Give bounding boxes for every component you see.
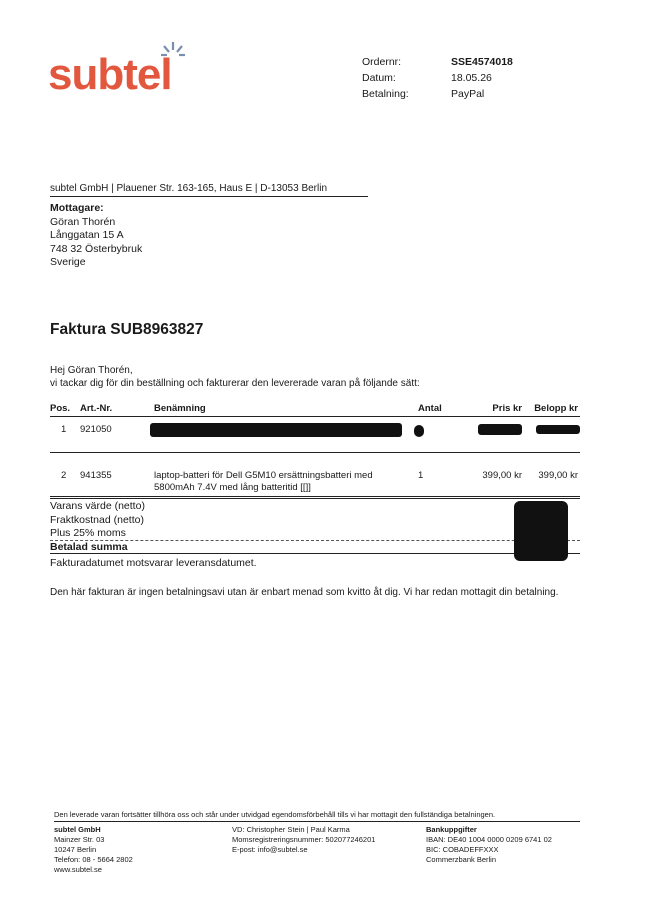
footer-ceo: VD: Christopher Stein | Paul Karma [232,825,350,834]
order-date-value: 18.05.26 [451,72,492,84]
row-pos: 2 [61,470,67,481]
invoice-table [50,403,580,499]
summary-note: Fakturadatumet motsvarar leveransdatumet. [50,557,257,569]
row-art-nr: 921050 [80,424,112,435]
row-description-line1: laptop-batteri för Dell G5M10 ersättningsbatteri med [154,470,373,481]
footer-email: E-post: info@subtel.se [232,845,308,854]
redaction-mark [414,425,424,437]
footer-bic: BIC: COBADEFFXXX [426,845,499,854]
summary-vat: Plus 25% moms [50,527,580,541]
footer-company-city: 10247 Berlin [54,845,97,854]
redaction-mark [478,424,522,435]
table-header [50,403,580,417]
order-date-row [362,70,513,86]
invoice-title: Faktura SUB8963827 [50,321,204,338]
footer-company-phone: Telefon: 08 - 5664 2802 [54,855,133,864]
recipient-name: Göran Thorén [50,215,116,228]
row-pos: 1 [61,424,67,435]
greeting [50,364,420,390]
payment-label: Betalning: [362,88,409,100]
row-quantity: 1 [418,470,424,481]
sender-address-line: subtel GmbH | Plauener Str. 163-165, Haus E | D-13053 Berlin [50,183,368,197]
footer-bank-title: Bankuppgifter [426,825,477,834]
footer-company-name: subtel GmbH [54,825,101,834]
footer-bank [426,825,552,865]
summary-netto: Varans värde (netto) [50,500,145,512]
row-price: 399,00 kr [482,470,522,481]
redaction-mark [536,425,580,434]
table-row [50,453,580,499]
payment-row [362,86,513,102]
recipient-city: 748 32 Österbybruk [50,242,143,255]
footer-company-street: Mainzer Str. 03 [54,835,105,844]
row-amount: 399,00 kr [538,470,578,481]
summary-total: Betalad summa [50,541,580,555]
footer-vat-number: Momsregistreringsnummer: 502077246201 [232,835,376,844]
logo-text: subtel [48,50,172,99]
order-number-row [362,54,513,70]
header-amount: Belopp kr [534,403,578,414]
redaction-mark [514,501,568,561]
footer-management [232,825,375,855]
greeting-line: Hej Göran Thorén, [50,365,133,376]
summary-block [50,496,580,571]
header-description: Benämning [154,403,206,414]
order-meta [362,54,513,102]
recipient-block [50,202,142,270]
row-description-line2: 5800mAh 7.4V med lång batteritid [[]] [154,482,311,493]
header-pos: Pos. [50,403,71,414]
order-number-value: SSE4574018 [451,56,513,68]
footer-bank-name: Commerzbank Berlin [426,855,497,864]
redaction-mark [150,423,402,437]
footer-company [54,825,133,875]
recipient-country: Sverige [50,256,86,268]
payment-value: PayPal [451,88,485,100]
greeting-body: vi tackar dig för din beställning och fakturerar den levererade varan på följande sätt: [50,378,420,389]
footer-company-web: www.subtel.se [54,865,102,874]
company-logo [48,40,208,100]
recipient-label: Mottagare: [50,202,104,214]
footer-retention-note: Den leverade varan fortsätter tillhöra oss och står under utvidgad egendomsförbehåll tills vi har mottagit den fullständiga betalningen. [54,810,580,822]
order-date-label: Datum: [362,72,396,84]
footer-iban: IBAN: DE40 1004 0000 0209 6741 02 [426,835,552,844]
closing-text: Den här fakturan är ingen betalningsavi utan är enbart menad som kvitto åt dig. Vi har redan mottagit din betalning. [50,587,559,598]
header-price: Pris kr [492,403,522,414]
recipient-street: Långgatan 15 A [50,229,124,241]
row-art-nr: 941355 [80,470,112,481]
summary-shipping: Fraktkostnad (netto) [50,513,144,526]
table-row [50,417,580,453]
header-art-nr: Art.-Nr. [80,403,113,414]
row-description [154,470,373,494]
order-number-label: Ordernr: [362,56,402,68]
header-quantity: Antal [418,403,442,414]
